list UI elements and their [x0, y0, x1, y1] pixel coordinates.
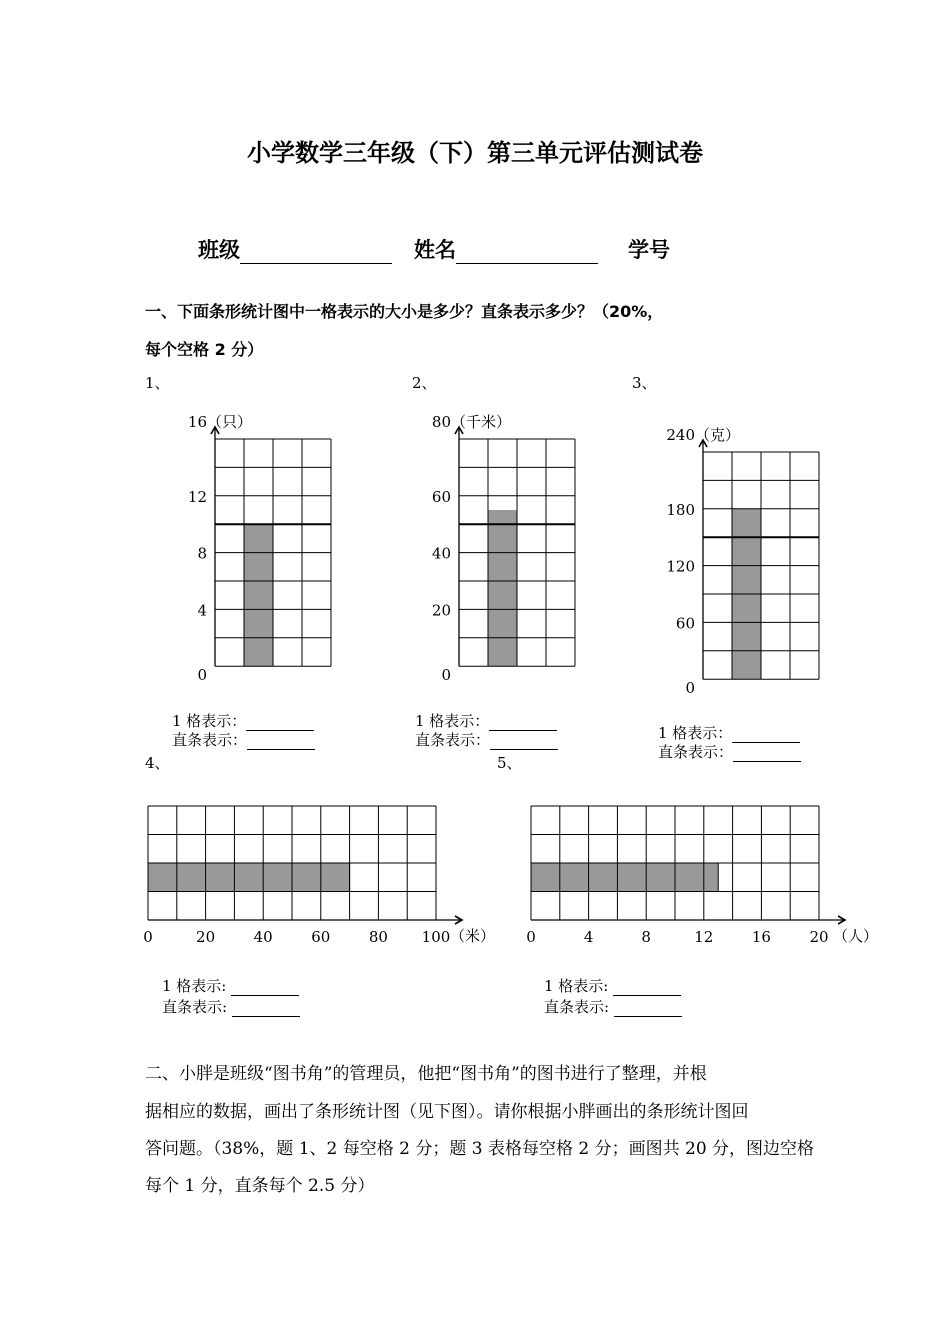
chart4-tick-label: 60 — [311, 928, 331, 946]
c3-bar-blank[interactable] — [733, 747, 801, 762]
c3-bar-answer[interactable] — [658, 741, 801, 762]
chart4-tick-label: 80 — [368, 928, 388, 946]
c5-bar-label: 直条表示: — [544, 998, 610, 1016]
chart2-tick-label: 20 — [431, 601, 451, 620]
chart5-tick-label: 12 — [694, 928, 714, 946]
c4-cell-blank[interactable] — [231, 981, 299, 996]
chart2-tick-label: 60 — [431, 487, 451, 506]
student-id-label: 学号 — [628, 238, 670, 262]
c5-cell-answer[interactable] — [544, 975, 681, 996]
chart3-number: 3、 — [632, 374, 657, 392]
q2-line3: 答问题。（38%，题 1、2 每空格 2 分；题 3 表格每空格 2 分；画图共 20 分，图边空格 — [145, 1139, 815, 1159]
chart2-tick-label: 0 — [441, 666, 451, 685]
c2-bar-label: 直条表示： — [415, 731, 491, 749]
class-label: 班级 — [198, 238, 240, 262]
chart1-axis-max-label: 16 — [187, 413, 207, 431]
chart2-tick-label: 40 — [431, 544, 451, 563]
chart2-axis-max-label: 80 — [431, 413, 451, 431]
chart5-tick-label: 8 — [641, 928, 651, 946]
c5-bar-blank[interactable] — [614, 1002, 682, 1017]
chart5-tick-label: 0 — [526, 928, 536, 946]
c5-bar-answer[interactable] — [544, 996, 682, 1017]
chart5-tick-label: 4 — [583, 928, 594, 946]
chart3-tick-label: 120 — [666, 557, 695, 576]
chart1-unit-label: （只） — [207, 413, 253, 431]
c2-cell-label: 1 格表示： — [415, 712, 490, 730]
c1-cell-answer[interactable] — [172, 710, 314, 731]
chart3-unit-label: （克） — [695, 426, 741, 444]
chart5-unit-label: （人） — [833, 927, 879, 945]
c5-cell-blank[interactable] — [613, 981, 681, 996]
c2-bar-blank[interactable] — [490, 735, 558, 750]
c4-cell-answer[interactable] — [162, 975, 299, 996]
c3-bar-label: 直条表示： — [658, 743, 734, 761]
chart4-tick-label: 100 — [421, 928, 451, 946]
c1-bar-label: 直条表示： — [172, 731, 248, 749]
q2-line2: 据相应的数据，画出了条形统计图（见下图）。请你根据小胖画出的条形统计图回 — [145, 1102, 749, 1122]
chart4-tick-label: 0 — [143, 928, 153, 946]
q2-line1: 二、小胖是班级“图书角”的管理员，他把“图书角”的图书进行了整理，并根 — [145, 1064, 707, 1084]
chart1-tick-label: 4 — [197, 601, 207, 620]
chart3-tick-label: 0 — [685, 679, 695, 698]
page-title: 小学数学三年级（下）第三单元评估测试卷 — [247, 139, 703, 167]
chart5-bar — [531, 863, 718, 892]
q1-line1: 一、下面条形统计图中一格表示的大小是多少？直条表示多少？（20%， — [145, 302, 664, 321]
chart1-tick-label: 8 — [197, 544, 207, 563]
chart5-number: 5、 — [497, 754, 522, 772]
chart1-tick-label: 12 — [187, 487, 207, 506]
c1-bar-answer[interactable] — [172, 729, 315, 750]
c4-bar-label: 直条表示: — [162, 998, 228, 1016]
c4-bar-blank[interactable] — [232, 1002, 300, 1017]
chart3-tick-label: 180 — [666, 500, 695, 519]
c2-bar-answer[interactable] — [415, 729, 558, 750]
c3-cell-answer[interactable] — [658, 722, 800, 743]
c1-cell-label: 1 格表示： — [172, 712, 247, 730]
chart1-tick-label: 0 — [197, 666, 207, 685]
chart2-number: 2、 — [412, 374, 437, 392]
chart4-unit-label: （米） — [450, 927, 496, 945]
c4-bar-answer[interactable] — [162, 996, 300, 1017]
c1-bar-blank[interactable] — [247, 735, 315, 750]
name-label: 姓名 — [414, 238, 456, 262]
q2-line4: 每个 1 分，直条每个 2.5 分） — [145, 1176, 375, 1196]
chart2-unit-label: （千米） — [451, 413, 512, 431]
q1-line2: 每个空格 2 分） — [145, 340, 264, 359]
chart3-axis-max-label: 240 — [666, 426, 695, 444]
c2-cell-answer[interactable] — [415, 710, 557, 731]
chart4-number: 4、 — [145, 754, 170, 772]
chart1-bar — [244, 524, 273, 666]
chart5-tick-label: 20 — [809, 928, 829, 946]
chart4-tick-label: 40 — [253, 928, 273, 946]
chart1-number: 1、 — [145, 374, 170, 392]
c3-cell-label: 1 格表示： — [658, 724, 733, 742]
c5-cell-label: 1 格表示: — [544, 977, 609, 995]
chart4-tick-label: 20 — [196, 928, 216, 946]
chart4-bar — [148, 863, 350, 892]
chart3-tick-label: 60 — [675, 614, 695, 633]
chart2-bar — [488, 510, 517, 666]
chart5-tick-label: 16 — [751, 928, 771, 946]
c4-cell-label: 1 格表示: — [162, 977, 227, 995]
